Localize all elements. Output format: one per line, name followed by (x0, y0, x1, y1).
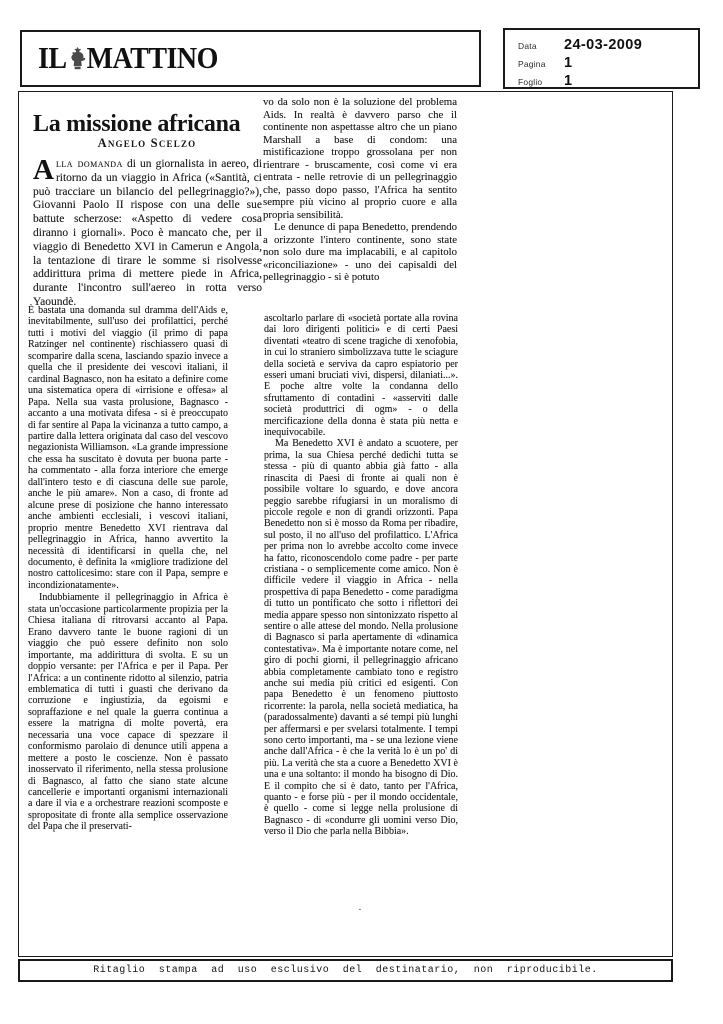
article-paragraph: Ma Benedetto XVI è andato a scuotere, per prima, la sua Chiesa perché dedichi tutta se stessa - più di quanto abbia già fatto - alla rinascita di Paesi di fronte ai quali non è possibile voltare lo sguardo, e dove ancora peggio sarebbe rifugiarsi in un moralismo di piccole regole e non di grandi orizzonti. Papa Benedetto non si è mosso da Roma per ribadire, sul posto, il no all'uso del profilattico. L'Africa per prima non lo avrebbe accolto come invece ha fatto, riconoscendolo come padre - per parte cristiana - o semplicemente come amico. Non è difficile vedere il viaggio in Africa - nella prospettiva di papa Benedetto - come paradigma di tutto un pontificato che sotto i riflettori dei media appare spesso non sintonizzato rispetto al sentire o alle attese del mondo. Nella prolusione di Bagnasco si parla apertamente di «dinamica contestativa». Ma è importante notare come, nel giro di pochi giorni, il pellegrinaggio africano abbia completamente cambiato tono e registro anche sui media più critici ed esigenti. Con papa Benedetto è un fenomeno piuttosto ricorrente: la parola, nella società mediatica, ha (paradossalmente) davanti a sé tempi più lunghi per affermarsi e per svelarsi totalmente. I tempi sono certo importanti, ma - se una lezione viene anche dall'Africa - è che la verità lo è un po' di più. La verità che sta a cuore a Benedetto XVI è una e una soltanto: il mondo ha bisogno di Dio. E il compito che si è dato, tanto per l'Africa, quanto - e forse più - per il mondo occidentale, è quello - come si legge nella prolusione di Bagnasco - di «condurre gli uomini verso Dio, verso il Dio che parla nella Bibbia». (264, 438, 458, 838)
right-column-block-2 (264, 313, 458, 838)
lead-paragraph (33, 154, 263, 310)
lead-text: di un giornalista in aereo, di ritorno da un viaggio in Africa («Santità, ci può tracciare un bilancio del pellegrinaggio?»), Giovanni Paolo II rispose con una delle sue battute scherzose: «Aspetto di vedere cosa diranno i giornali». Poco è mancato che, per il viaggio di Benedetto XVI in Camerun e Angola, la tentazione di tirare le somme si risolvesse addirittura prima di mettere piede in Africa, durante l'incontro sull'aereo in rotta verso Yaoundè. (33, 158, 263, 308)
info-row-sheet (518, 73, 698, 91)
masthead-box (20, 30, 481, 87)
info-row-page (518, 55, 698, 73)
sheet-label: Foglio (518, 77, 543, 87)
logo-text-il: IL (38, 40, 67, 75)
article-paragraph: Indubbiamente il pellegrinaggio in Africa è stata un'occasione particolarmente propizia per la Chiesa italiana di ritrovarsi accanto al Papa. Erano davvero tante le buone ragioni di un viaggio che può essere definito non solo importante, ma addirittura di svolta. E su un doppio versante: per l'Africa e per il Papa. Per l'Africa: a un continente ridotto al silenzio, patria emblematica di tutti i guasti che derivano da corruzione e ingiustizia, da egoismi e sopraffazione e nel quale la guerra continua a essere la matrigna di molte povertà, era necessaria una voce capace di spezzare il conformismo parolaio di denunce utili appena a mettere a posto le coscienze. Non è passato inosservato il riferimento, nella stessa prolusione di Bagnasco, al fatto che siano state alcune cancellerie e importanti organismi internazionali a dare il via e a orchestrare reazioni scomposte e spropositate di fronte alla semplice osservazione del Papa che il preservati- (28, 592, 228, 833)
date-value: 24-03-2009 (564, 37, 643, 53)
article-paragraph: È bastata una domanda sul dramma dell'Aids e, inevitabilmente, sull'uso dei profilattici, perché tutti i motivi del viaggio (il primo di papa Ratzinger nel continente) rischiassero quasi di scomparire dalla scena, lasciando spazio invece a quella che il presidente dei vescovi italiani, il cardinal Bagnasco, non ha esitato a definire come una sistematica opera di «irrisione e offesa» al Papa. Nella sua vasta prolusione, Bagnasco - accanto a una motivata difesa - si è preoccupato di far sentire al Papa la vicinanza a tutto campo, a partire dalla lettera originata dal caso del vescovo negazionista Williamson. «La grande impressione che essa ha suscitato è dovuta per buona parte - ha commentato - alla forza interiore che emerge dall'intero testo e di ciascuna delle sue parole, anche le più amare». Non a caso, di fronte ad alcune prese di posizione che hanno interessato anche ambienti ecclesiali, i vescovi italiani, proprio mentre Benedetto XVI rientrava dal pellegrinaggio in Africa, hanno avvertito la necessità di identificarsi in quella che, nel documento, è definita la «migliore tradizione del nostro cattolicesimo: stare con il Papa, sempre e incondizionatamente». (28, 305, 228, 591)
article-title: La missione africana (33, 111, 241, 138)
date-label: Data (518, 41, 537, 51)
article-paragraph: vo da solo non è la soluzione del problema Aids. In realtà è davvero parso che il continente non aspettasse altro che un piano Marshall a base di condom: una mistificazione troppo grossolana per non rientrare - bruscamente, così come vi era entrata - nelle retrovie di un pellegrinaggio che, passo dopo passo, l'Africa ha sentito sempre più vicino al proprio cuore e alla propria sensibilità. (263, 96, 457, 221)
lead-smallcaps: lla domanda (55, 158, 123, 170)
logo-text-mattino: MATTINO (86, 40, 218, 75)
article-paragraph: Le denunce di papa Benedetto, prendendo a orizzonte l'intero continente, sono state non solo dure ma implacabili, e al capitolo «riconciliazione» - uno dei capisaldi del pellegrinaggio - si è potuto (263, 221, 457, 283)
article-paragraph: ascoltarlo parlare di «società portate alla rovina dai loro dirigenti politici» e di certi Paesi diventati «teatro di scene tragiche di xenofobia, in cui lo straniero simbolizzava tutte le sciagure della società e serviva da capro espiatorio per esseri umani bruciati vivi, dispersi, dilaniati...». E poche altre volte la condanna dello sfruttamento di contadini - «asserviti dalle società produttrici di ogm» - o della mercificazione della donna è stata più netta e inequivocabile. (264, 313, 458, 439)
copyright-text: Ritaglio stampa ad uso esclusivo del destinatario, non riproducibile. (93, 965, 598, 976)
copyright-strip (18, 959, 673, 982)
il-mattino-logo (38, 40, 218, 75)
left-column (28, 305, 228, 833)
sheet-value: 1 (564, 73, 573, 89)
article-end-mark: · (358, 904, 362, 916)
publication-info-box (503, 28, 700, 89)
page-value: 1 (564, 55, 573, 71)
article-byline: Angelo Scelzo (97, 136, 197, 150)
info-row-data (518, 37, 698, 55)
article-clipping (18, 91, 673, 957)
drop-cap: A (33, 154, 54, 186)
rooster-icon (69, 47, 86, 70)
page-label: Pagina (518, 59, 546, 69)
right-column-block-1 (263, 96, 457, 310)
